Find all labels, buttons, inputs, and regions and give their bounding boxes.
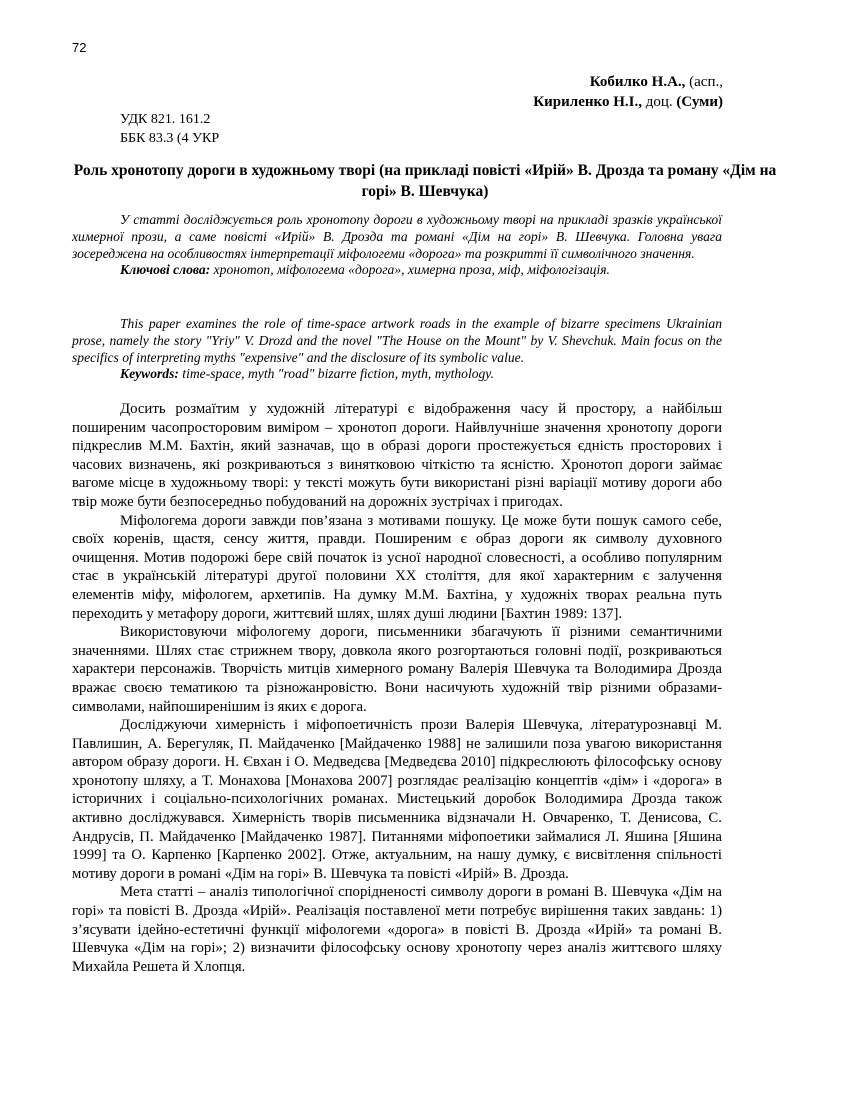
main-body — [72, 400, 722, 976]
keywords-text: хронотоп, міфологема «дорога», химерна проза, міф, міфологізація. — [210, 262, 610, 278]
authors-block — [533, 72, 723, 112]
body-paragraph: Досліджуючи химерність і міфопоетичність прози Валерія Шевчука, літературознавці М. Павлишин, А. Берегуляк, П. Майдаченко [Майдаченко 1988] не залишили поза увагою використання автором образу дороги. Н. Євхан і О. Медведєва [Медведєва 2010] підкреслюють філософську основу хронотопу шляху, а Т. Монахова [Монахова 2007] розглядає реалізацію концептів «дім» і «дорога» в історичних і соціально-психологічних романах. Мистецький доробок Володимира Дрозда також активно досліджувався. Химерність творів письменника відзначали Н. Овчаренко, Т. Денисова, С. Андрусів, П. Майдаченко [Майдаченко 1987]. Питаннями міфопоетики займалися Л. Яшина [Яшина 1999] та О. Карпенко [Карпенко 2002]. Отже, актуальним, на нашу думку, є висвітлення спільності мотиву дороги в романі «Дім на горі» В. Шевчука та повісті «Ирій» В. Дрозда. — [72, 717, 722, 882]
author-role: доц. — [641, 94, 677, 110]
author-line — [533, 92, 723, 112]
bbk-code: ББК 83.3 (4 УКР — [120, 131, 220, 146]
author-name: Кобилко Н.А., — [589, 74, 686, 90]
author-place: (Суми) — [676, 94, 723, 110]
body-paragraph: Використовуючи міфологему дороги, письменники збагачують її різними семантичними значеннями. Шлях стає стрижнем твору, довкола якого розгортаються головні події, розкриваються характери персонажів. Творчість митців химерного роману Валерія Шевчука та Володимира Дрозда вражає своєю тематикою та різножанровістю. Вони насичують художній твір різними образами-символами, найпоширенішим із яких є дорога. — [72, 624, 722, 715]
abstract-ukrainian — [72, 212, 722, 279]
body-paragraph: Досить розмаїтим у художній літературі є відображення часу й простору, а найбільш поширеним часопросторовим виміром – хронотоп дороги. Найвлучніше значення хронотопу дороги підкреслив М.М. Бахтін, який зазначав, що в образі дороги простежується єдність просторових і часових визначень, які розкриваються з винятковою чіткістю та ясністю. Хронотоп дороги займає вагоме місце в художньому творі: у тексті можуть бути використані різні варіації мотиву дороги або твір може бути безпосередньо побудований на дорожніх зустрічах і пригодах. — [72, 401, 722, 510]
paper-title: Роль хронотопу дороги в художньому творі (на прикладі повісті «Ирій» В. Дрозда та роману «Дім на горі» В. Шевчука) — [73, 162, 777, 200]
classification-codes — [120, 110, 219, 148]
body-paragraph: Мета статті – аналіз типологічної спорідненості символу дороги в романі В. Шевчука «Дім на горі» та повісті В. Дрозда «Ирій». Реалізація поставленої мети потребує вирішення таких завдань: 1) з’ясувати ідейно-естетичні функції міфологеми «дорога» в повісті В. Дрозда «Ирій» та романі В. Шевчука «Дім на горі»; 2) визначити філософську основу хронотопу через аналіз життєвого шляху Михайла Решета й Хлопця. — [72, 884, 722, 975]
abstract-text: This paper examines the role of time-space artwork roads in the example of bizarre specimens Ukrainian prose, namely the story "Yriy" V. Drozd and the novel "The House on the Mount" by V. Shevchuk. Main focus on the specifics of interpreting myths "expensive" and the disclosure of its symbolic value. — [72, 316, 722, 365]
page-number: 72 — [72, 40, 87, 55]
keywords-label: Ключові слова: — [120, 262, 211, 278]
keywords-text: time-space, myth "road" bizarre fiction, myth, mythology. — [178, 366, 494, 382]
keywords-line — [72, 366, 722, 383]
author-role: (асп., — [685, 74, 723, 90]
abstract-text: У статті досліджується роль хронотопу дороги в художньому творі на прикладі зразків української химерної прози, а саме повісті «Ирій» В. Дрозда та романі «Дім на горі» В. Шевчука. Головна увага зосереджена на особливостях інтерпретації міфологеми «дорога» та розкритті її символічного значення. — [72, 212, 722, 261]
keywords-line — [72, 262, 722, 279]
keywords-label: Keywords: — [120, 366, 179, 382]
body-paragraph: Міфологема дороги завжди пов’язана з мотивами пошуку. Це може бути пошук самого себе, своїх коренів, щастя, сенсу життя, правди. Поширеним є образ дороги як символу духовного очищення. Мотив подорожі бере свій початок із усної народної словесності, а особливо популярним стає в українській літературі другої половини ХХ століття, для якої характерним є залучення елементів міфу, міфологем, архетипів. На думку М.М. Бахтіна, у художніх творах реальна путь переходить у метафору дороги, життєвий шлях, шлях душі людини [Бахтин 1989: 137]. — [72, 512, 722, 622]
abstract-english — [72, 316, 722, 383]
author-line — [533, 72, 723, 92]
udc-code: УДК 821. 161.2 — [120, 112, 211, 127]
author-name: Кириленко Н.І., — [533, 94, 642, 110]
